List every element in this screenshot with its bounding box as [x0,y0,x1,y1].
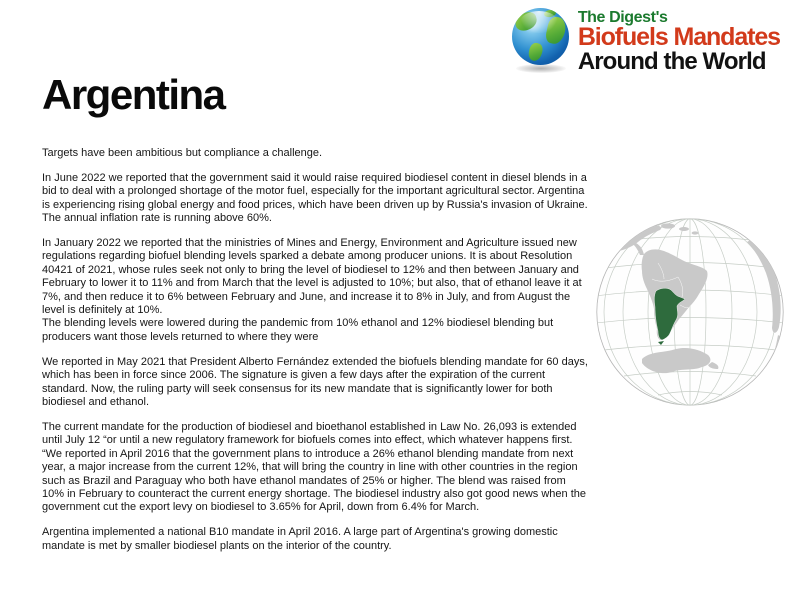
logo-subtitle: Around the World [577,47,766,75]
page-title: Argentina [42,71,225,118]
paragraph: The current mandate for the production of biodiesel and bioethanol established in Law No. 26,093 is extended until July 12 “or until a new regulatory framework for biofuels comes into effect, which whatever happens first. “We reported in April 2016 that the government plans to introduce a 26% ethanol blending mandate from next year, a major increase from the current 12%, that will bring the country in line with other countries in the region such as Brazil and Paraguay who both have ethanol mandates of 25% or higher. The blend was raised from 10% in February to counteract the current energy shortage. The biodiesel industry also got good news when the government cut the export levy on biodiesel to 3.65% for April, down from 6.4% for March. [42,420,587,514]
logo-title: Biofuels Mandates [577,23,780,51]
argentina-globe-map [592,217,788,409]
logo-continent-shape [527,42,544,63]
paragraph: In June 2022 we reported that the government said it would raise required biodiesel content in diesel blends in a bid to deal with a prolonged shortage of the motor fuel, especially for the important agricultural sector. Argentina is experiencing rising global energy and food prices, which have been driven up by Russia's invasion of Ukraine. The annual inflation rate is running above 60%. [42,171,588,225]
logo-globe-icon [510,6,572,74]
logo-globe-sphere [512,8,569,65]
logo-text [578,6,780,73]
logo-tagline: The Digest's [577,9,668,26]
orthographic-globe-svg [592,217,788,409]
paragraph: Argentina implemented a national B10 mandate in April 2016. A large part of Argentina's growing domestic mandate is met by smaller biodiesel plants on the interior of the country. [42,526,558,552]
intro-paragraph: Targets have been ambitious but compliance a challenge. [42,147,323,159]
logo-globe-gloss [520,11,558,33]
logo-globe-shadow [516,64,566,73]
site-logo [510,6,780,74]
paragraph: In January 2022 we reported that the ministries of Mines and Energy, Environment and Agriculture issued new regulations regarding biofuel blending levels sparked a debate among producer unions. It is about Resolution 40421 of 2021, whose rules seek not only to bring the level of biodiesel to 12% and then between January and February to lower it to 11% and from March that the level is adjusted to 10%; but also, that of ethanol leave it at 7%, and then reduce it to 6% between February and June, and increase it to 8% in July, and from August the level is definitely at 10%. [42,237,582,317]
paragraph: We reported in May 2021 that President Alberto Fernández extended the biofuels blending mandate for 60 days, which has been in force since 2006. The signature is given a few days after the expiration of the current standard. Now, the ruling party will seek consensus for its new mandate that is significantly lower for both biodiesel and ethanol. [42,355,588,408]
article-body [42,147,590,565]
paragraph: The blending levels were lowered during the pandemic from 10% ethanol and 12% biodiesel blending but producers want those levels returned to where they were [42,317,554,343]
